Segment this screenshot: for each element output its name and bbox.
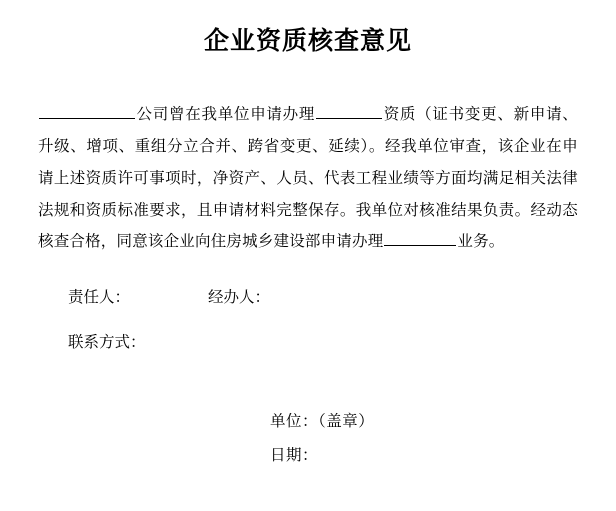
handler-label: 经办人：	[208, 289, 271, 307]
company-name-blank	[39, 102, 135, 119]
paragraph-segment-2: 资质（证书变更、新申请、升级、增项、重组分立合并、跨省变更、延续）。经我单位审查，该企业在申请上述资质许可事项时，净资产、人员、代表工程业绩等方面均满足相关法律法规和资质标准要求，且申请材料完整保存。我单位对核准结果负责。经动态核查合格，同意该企业向住房城乡建设部申请办理	[38, 106, 579, 251]
main-paragraph	[38, 99, 578, 258]
field-row-contact	[68, 327, 578, 360]
qualification-type-blank	[316, 102, 382, 119]
date-label: 日期：	[270, 447, 319, 465]
paragraph-segment-1: 公司曾在我单位申请办理	[136, 106, 316, 124]
signoff-block	[38, 405, 578, 473]
paragraph-segment-3: 业务。	[457, 233, 505, 251]
unit-seal-label: 单位：（盖章）	[270, 413, 375, 431]
contact-label: 联系方式：	[68, 333, 146, 351]
document-body	[38, 99, 578, 258]
page-title: 企业资质核查意见	[203, 27, 412, 55]
field-row-persons	[68, 282, 578, 315]
signature-fields	[38, 282, 578, 359]
responsible-person-label: 责任人：	[68, 289, 131, 307]
business-type-blank	[384, 229, 456, 246]
